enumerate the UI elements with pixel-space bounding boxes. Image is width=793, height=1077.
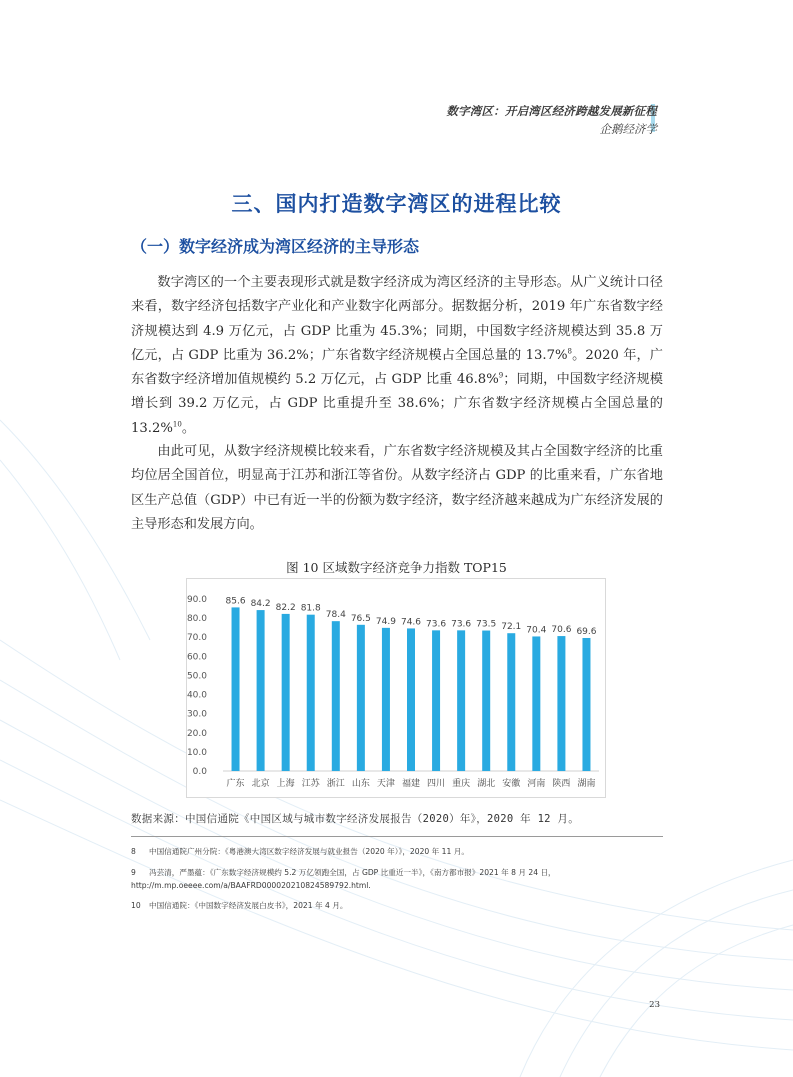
y-tick-label: 60.0 — [187, 652, 207, 663]
data-label: 73.6 — [426, 619, 447, 630]
bar-12 — [507, 633, 515, 771]
data-label: 84.2 — [250, 599, 271, 610]
bar-6 — [357, 625, 365, 771]
y-tick-label: 40.0 — [187, 690, 207, 701]
data-label: 82.2 — [275, 602, 296, 613]
subsection-title: （一）数字经济成为湾区经济的主导形态 — [131, 237, 420, 256]
running-header-subtitle: 企鹅经济学 — [599, 122, 657, 136]
paragraph-1-text-b: 。2020 年，广东省数字经济增加值规模约 5.2 万亿元，占 GDP 比重 46.8% — [131, 347, 663, 388]
footnote-divider — [131, 836, 663, 837]
paragraph-1-text-d: 。 — [181, 420, 196, 436]
bar-9 — [432, 630, 440, 771]
bar-8 — [407, 628, 415, 771]
body-paragraph-1 — [131, 271, 663, 441]
footnote-text: 中国信通院：《中国数字经济发展白皮书》，2021 年 4 月。 — [149, 901, 348, 910]
footnote-number: 9 — [131, 868, 136, 877]
x-tick-label: 广东 — [226, 779, 245, 789]
y-tick-label: 50.0 — [187, 671, 207, 682]
data-label: 81.8 — [300, 603, 321, 614]
bar-4 — [307, 615, 315, 771]
y-tick-label: 70.0 — [187, 633, 207, 644]
data-label: 73.6 — [451, 619, 472, 630]
y-tick-label: 0.0 — [192, 767, 207, 777]
data-label: 72.1 — [501, 622, 522, 633]
footnote-ref-10: 10 — [172, 420, 182, 429]
data-label: 70.4 — [526, 625, 547, 636]
bar-1 — [232, 607, 240, 771]
page-number: 23 — [649, 1000, 660, 1010]
x-tick-label: 上海 — [276, 779, 295, 789]
footnote-10 — [131, 899, 663, 912]
footnote-8 — [131, 845, 663, 858]
y-tick-label: 80.0 — [187, 614, 207, 625]
data-label: 74.6 — [400, 617, 422, 628]
footnote-text: 冯芸清，严墨蕴：《广东数字经济规模约 5.2 万亿领跑全国，占 GDP 比重近一半》，《南方都市报》2021 年 8 月 24 日，http://m.mp.oeeee.com/a/BAAFRD000020210824589792.html. — [131, 868, 556, 890]
x-tick-label: 天津 — [376, 779, 395, 789]
running-header-title: 数字湾区：开启湾区经济跨越发展新征程 — [446, 104, 657, 118]
footnote-9 — [131, 866, 663, 892]
x-tick-label: 湖北 — [477, 779, 496, 789]
bar-13 — [532, 636, 540, 771]
paragraph-1-text-a: 数字湾区的一个主要表现形式就是数字经济成为湾区经济的主导形态。从广义统计口径来看，数字经济包括数字产业化和产业数字化两部分。据数据分析，2019 年广东省数字经济规模达到 4.9 万亿元，占 GDP 比重为 45.3%；同期，中国数字经济规模达到 35.8 万亿元，占 GDP 比重为 36.2%；广东省数字经济规模占全国总量的 13.7% — [131, 275, 663, 363]
bar-14 — [557, 636, 565, 771]
data-label: 74.9 — [375, 616, 396, 627]
running-header — [446, 103, 657, 137]
x-tick-label: 陕西 — [552, 779, 571, 789]
x-tick-label: 江苏 — [301, 779, 320, 789]
bar-7 — [382, 628, 390, 771]
bar-5 — [332, 621, 340, 771]
x-tick-label: 四川 — [427, 779, 446, 789]
data-label: 78.4 — [325, 610, 346, 621]
x-tick-label: 山东 — [351, 779, 370, 789]
y-tick-label: 10.0 — [187, 747, 207, 758]
bar-chart — [187, 579, 605, 797]
x-tick-label: 北京 — [251, 779, 270, 789]
footnote-ref-9: 9 — [498, 371, 504, 380]
bar-10 — [457, 630, 465, 771]
bar-15 — [582, 638, 590, 771]
x-tick-label: 湖南 — [577, 779, 596, 789]
data-label: 69.6 — [576, 626, 597, 637]
bar-chart-frame — [186, 578, 606, 798]
x-tick-label: 福建 — [401, 779, 421, 789]
x-tick-label: 浙江 — [326, 779, 345, 789]
source-note: 数据来源：中国信通院《中国区域与城市数字经济发展报告（2020）年》，2020 年 12 月。 — [131, 813, 580, 825]
y-tick-label: 90.0 — [187, 595, 207, 605]
bar-2 — [257, 610, 265, 771]
y-tick-label: 20.0 — [187, 728, 207, 739]
body-paragraph-2: 由此可见，从数字经济规模比较来看，广东省数字经济规模及其占全国数字经济的比重均位居全国首位，明显高于江苏和浙江等省份。从数字经济占 GDP 的比重来看，广东省地区生产总值（GDP）中已有近一半的份额为数字经济，数字经济越来越成为广东经济发展的主导形态和发展方向。 — [131, 444, 663, 532]
footnote-number: 10 — [131, 901, 141, 910]
x-tick-label: 安徽 — [502, 779, 521, 789]
data-label: 73.5 — [476, 619, 497, 630]
y-tick-label: 30.0 — [187, 709, 207, 720]
figure-caption: 图 10 区域数字经济竞争力指数 TOP15 — [286, 560, 507, 575]
footnote-text: 中国信通院广州分院：《粤港澳大湾区数字经济发展与就业报告（2020 年）》，2020 年 11 月。 — [149, 847, 469, 856]
section-title: 三、国内打造数字湾区的进程比较 — [231, 192, 562, 216]
x-tick-label: 河南 — [527, 779, 546, 789]
bar-3 — [282, 614, 290, 771]
footnote-ref-8: 8 — [567, 347, 572, 356]
bar-11 — [482, 631, 490, 771]
paragraph-1-text-c: ；同期，中国数字经济规模增长到 39.2 万亿元，占 GDP 比重提升至 38.6%；广东省数字经济规模占全国总量的 13.2% — [131, 372, 663, 436]
data-label: 76.5 — [350, 613, 371, 624]
x-tick-label: 重庆 — [452, 779, 471, 789]
footnote-number: 8 — [131, 847, 136, 856]
data-label: 85.6 — [225, 596, 246, 607]
data-label: 70.6 — [551, 625, 572, 636]
